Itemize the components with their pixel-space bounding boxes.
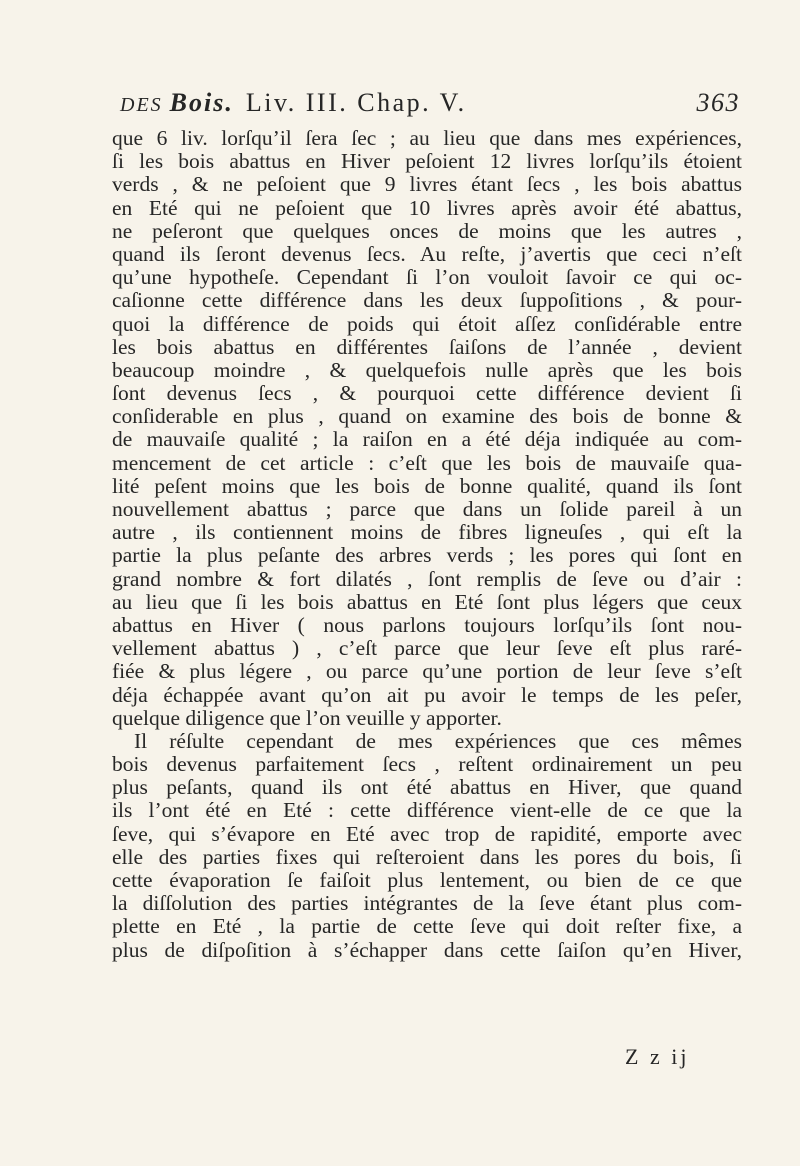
text-line: qu’une hypotheſe. Cependant ſi l’on vouloit ſavoir ce qui oc- — [112, 265, 742, 290]
chapter-reference: Liv. III. Chap. V. — [245, 88, 467, 117]
text-line: quelque diligence que l’on veuille y apporter. — [112, 705, 502, 730]
text-line: nouvellement abattus ; parce que dans un ſolide pareil à un — [112, 497, 742, 521]
text-line: ne peſeront que quelques onces de moins que les autres , — [112, 218, 742, 243]
text-line: plus peſants, quand ils ont été abattus en Hiver, que quand — [112, 775, 742, 800]
running-title-main: Bois. — [169, 88, 234, 117]
text-line: ſi les bois abattus en Hiver peſoient 12 livres lorſqu’ils étoient — [112, 149, 742, 174]
text-line: de mauvaiſe qualité ; la raiſon en a été déja indiquée au com- — [112, 427, 742, 452]
text-line: ſont devenus ſecs , & pourquoi cette différence devient ſi — [112, 381, 742, 406]
text-line: cette évaporation ſe faiſoit plus lentement, ou bien de ce que — [112, 868, 742, 892]
text-line: verds , & ne peſoient que 9 livres étant ſecs , les bois abattus — [112, 172, 742, 197]
text-line: au lieu que ſi les bois abattus en Eté ſont plus légers que ceux — [112, 589, 742, 614]
text-line: beaucoup moindre , & quelquefois nulle après que les bois — [112, 357, 742, 382]
signature-mark: Z z ij — [625, 1044, 690, 1069]
text-line: autre , ils contiennent moins de fibres ligneuſes , qui eſt la — [112, 520, 742, 545]
text-line: déja échappée avant qu’on ait pu avoir le temps de les peſer, — [112, 682, 742, 707]
page-number: 363 — [696, 88, 740, 117]
text-line: plette en Eté , la partie de cette ſeve qui doit reſter fixe, a — [112, 914, 742, 939]
text-line: vellement abattus ) , c’eſt parce que leur ſeve eſt plus raré- — [112, 636, 742, 661]
text-line: en Eté qui ne peſoient que 10 livres après avoir été abattus, — [112, 195, 742, 220]
text-line: la diſſolution des parties intégrantes de la ſeve étant plus com- — [112, 891, 742, 916]
running-title-small: DES — [120, 94, 163, 116]
text-line: ils l’ont été en Eté : cette différence vient-elle de ce que la — [112, 798, 742, 823]
text-line: bois devenus parfaitement ſecs , reſtent ordinairement un peu — [112, 752, 742, 777]
text-line: mencement de cet article : c’eſt que les bois de mauvaiſe qua- — [112, 450, 742, 475]
text-line: elle des parties fixes qui reſteroient dans les pores du bois, ſi — [112, 844, 742, 869]
text-line: Il réſulte cependant de mes expériences que ces mêmes — [134, 728, 742, 753]
text-line: les bois abattus en différentes ſaiſons de l’année , devient — [112, 334, 742, 359]
text-line: quoi la différence de poids qui étoit aſſez conſidérable entre — [112, 311, 742, 336]
running-head — [120, 88, 740, 128]
text-line: abattus en Hiver ( nous parlons toujours lorſqu’ils ſont nou- — [112, 612, 742, 637]
text-line: partie la plus peſante des arbres verds ; les pores qui ſont en — [112, 543, 742, 568]
text-line: fiée & plus légere , ou parce qu’une portion de leur ſeve s’eſt — [112, 659, 742, 684]
body-text — [112, 127, 742, 962]
text-line: ſeve, qui s’évapore en Eté avec trop de rapidité, emporte avec — [112, 821, 742, 846]
text-line: grand nombre & fort dilatés , ſont remplis de ſeve ou d’air : — [112, 566, 742, 591]
running-title — [120, 88, 234, 117]
text-line: conſiderable en plus , quand on examine des bois de bonne & — [112, 404, 742, 429]
text-line: plus de diſpoſition à s’échapper dans cette ſaiſon qu’en Hiver, — [112, 937, 742, 962]
text-line: lité peſent moins que les bois de bonne qualité, quand ils ſont — [112, 473, 742, 498]
text-line: quand ils ſeront devenus ſecs. Au reſte, j’avertis que ceci n’eſt — [112, 241, 742, 266]
text-line: caſionne cette différence dans les deux ſuppoſitions , & pour- — [112, 288, 742, 313]
text-line: que 6 liv. lorſqu’il ſera ſec ; au lieu que dans mes expériences, — [112, 126, 742, 150]
